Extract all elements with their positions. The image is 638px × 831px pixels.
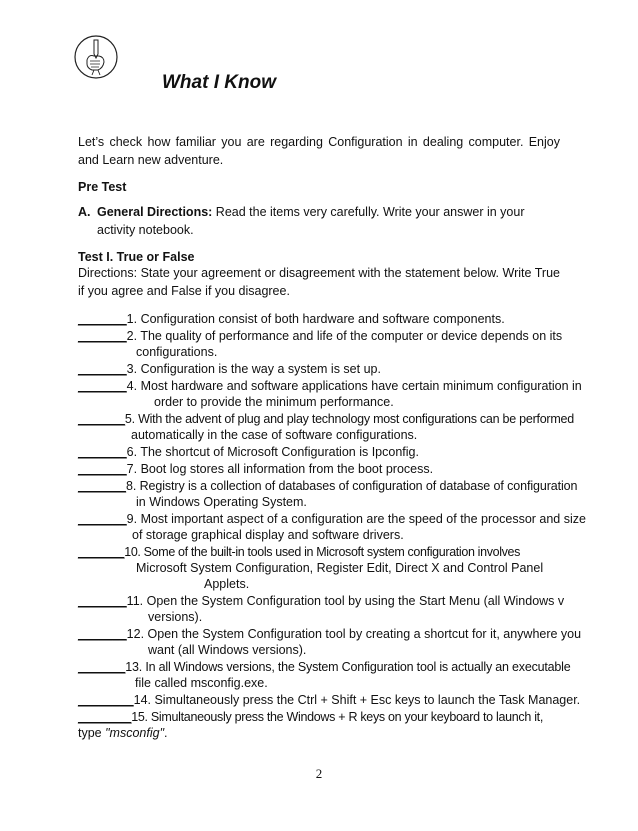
question-item	[78, 378, 582, 410]
question-text: 11. Open the System Configuration tool by using the Start Menu (all Windows v	[126, 594, 565, 608]
question-text: 4. Most hardware and software applications have certain minimum configuration in	[126, 379, 582, 393]
question-text: 9. Most important aspect of a configuration are the speed of the processor and size	[126, 512, 586, 526]
question-text: 13. In all Windows versions, the System Configuration tool is actually an executable	[125, 660, 571, 674]
question-text: 6. The shortcut of Microsoft Configuration is Ipconfig.	[126, 445, 419, 459]
answer-blank[interactable]: ________	[78, 693, 134, 707]
answer-blank[interactable]: _______	[78, 627, 127, 641]
question-item	[78, 311, 562, 327]
answer-blank[interactable]: _______	[78, 329, 127, 343]
answer-blank[interactable]: _______	[78, 362, 127, 376]
question-item	[78, 709, 562, 741]
question-text: 7. Boot log stores all information from the boot process.	[126, 462, 434, 476]
question-continuation: Microsoft System Configuration, Register Edit, Direct X and Control Panel	[136, 561, 544, 575]
question-item	[78, 692, 581, 708]
question-continuation: automatically in the case of software configurations.	[131, 428, 418, 442]
command-text: "msconfig"	[105, 726, 165, 740]
question-continuation: versions).	[148, 610, 203, 624]
test1-heading: Test I. True or False	[78, 250, 195, 264]
question-continuation-suffix: .	[164, 726, 168, 740]
question-item	[78, 361, 562, 377]
answer-blank[interactable]: _______	[78, 545, 125, 559]
answer-blank[interactable]: _______	[78, 412, 125, 426]
answer-blank[interactable]: _______	[78, 594, 127, 608]
question-item	[78, 478, 578, 510]
question-text: 3. Configuration is the way a system is set up.	[126, 362, 381, 376]
question-item	[78, 626, 582, 658]
question-item	[78, 461, 562, 477]
question-item	[78, 544, 562, 592]
question-continuation: file called msconfig.exe.	[135, 676, 268, 690]
question-list	[78, 311, 586, 742]
question-item	[78, 444, 562, 460]
general-directions-label: General Directions:	[97, 205, 213, 219]
question-item	[78, 511, 586, 543]
question-text: 8. Registry is a collection of databases of configuration of database of configuration	[125, 479, 578, 493]
answer-blank[interactable]: _______	[78, 312, 127, 326]
question-continuation: in Windows Operating System.	[136, 495, 307, 509]
answer-blank[interactable]: _______	[78, 479, 126, 493]
question-text: 15. Simultaneously press the Windows + R keys on your keyboard to launch it,	[131, 710, 544, 724]
question-continuation: want (all Windows versions).	[148, 643, 307, 657]
question-continuation-text: type	[78, 726, 106, 740]
question-continuation: of storage graphical display and software drivers.	[132, 528, 404, 542]
pretest-heading: Pre Test	[78, 180, 127, 194]
question-continuation: configurations.	[136, 345, 218, 359]
question-text: 14. Simultaneously press the Ctrl + Shift + Esc keys to launch the Task Manager.	[133, 693, 581, 707]
answer-blank[interactable]: _______	[78, 379, 127, 393]
question-item	[78, 328, 562, 360]
question-item	[78, 593, 565, 625]
page-number: 2	[315, 766, 323, 781]
page-title: What I Know	[162, 72, 276, 93]
general-directions-text: Read the items very carefully. Write your answer in your activity notebook.	[97, 205, 525, 237]
question-text: 12. Open the System Configuration tool by creating a shortcut for it, anywhere you	[126, 627, 582, 641]
pencil-hand-logo	[73, 34, 119, 80]
question-continuation: Applets.	[204, 577, 250, 591]
section-letter: A.	[78, 205, 91, 219]
question-continuation: order to provide the minimum performance.	[154, 395, 394, 409]
question-item	[78, 411, 574, 443]
answer-blank[interactable]: ________	[78, 710, 132, 724]
question-continuation	[78, 725, 562, 741]
general-directions	[78, 203, 558, 239]
intro-paragraph: Let’s check how familiar you are regarding Configuration in dealing computer. Enjoy and Learn new adventure.	[78, 135, 560, 167]
question-item	[78, 659, 571, 691]
question-text: 10. Some of the built-in tools used in Microsoft system configuration involves	[124, 545, 521, 559]
answer-blank[interactable]: _______	[78, 462, 127, 476]
answer-blank[interactable]: _______	[78, 512, 127, 526]
answer-blank[interactable]: _______	[78, 445, 127, 459]
answer-blank[interactable]: _______	[78, 660, 126, 674]
question-text: 2. The quality of performance and life of the computer or device depends on its	[126, 329, 563, 343]
test1-directions: Directions: State your agreement or disagreement with the statement below. Write True if you agree and False if you disagree.	[78, 266, 560, 298]
question-text: 1. Configuration consist of both hardware and software components.	[126, 312, 505, 326]
question-text: 5. With the advent of plug and play technology most configurations can be performed	[124, 412, 574, 426]
